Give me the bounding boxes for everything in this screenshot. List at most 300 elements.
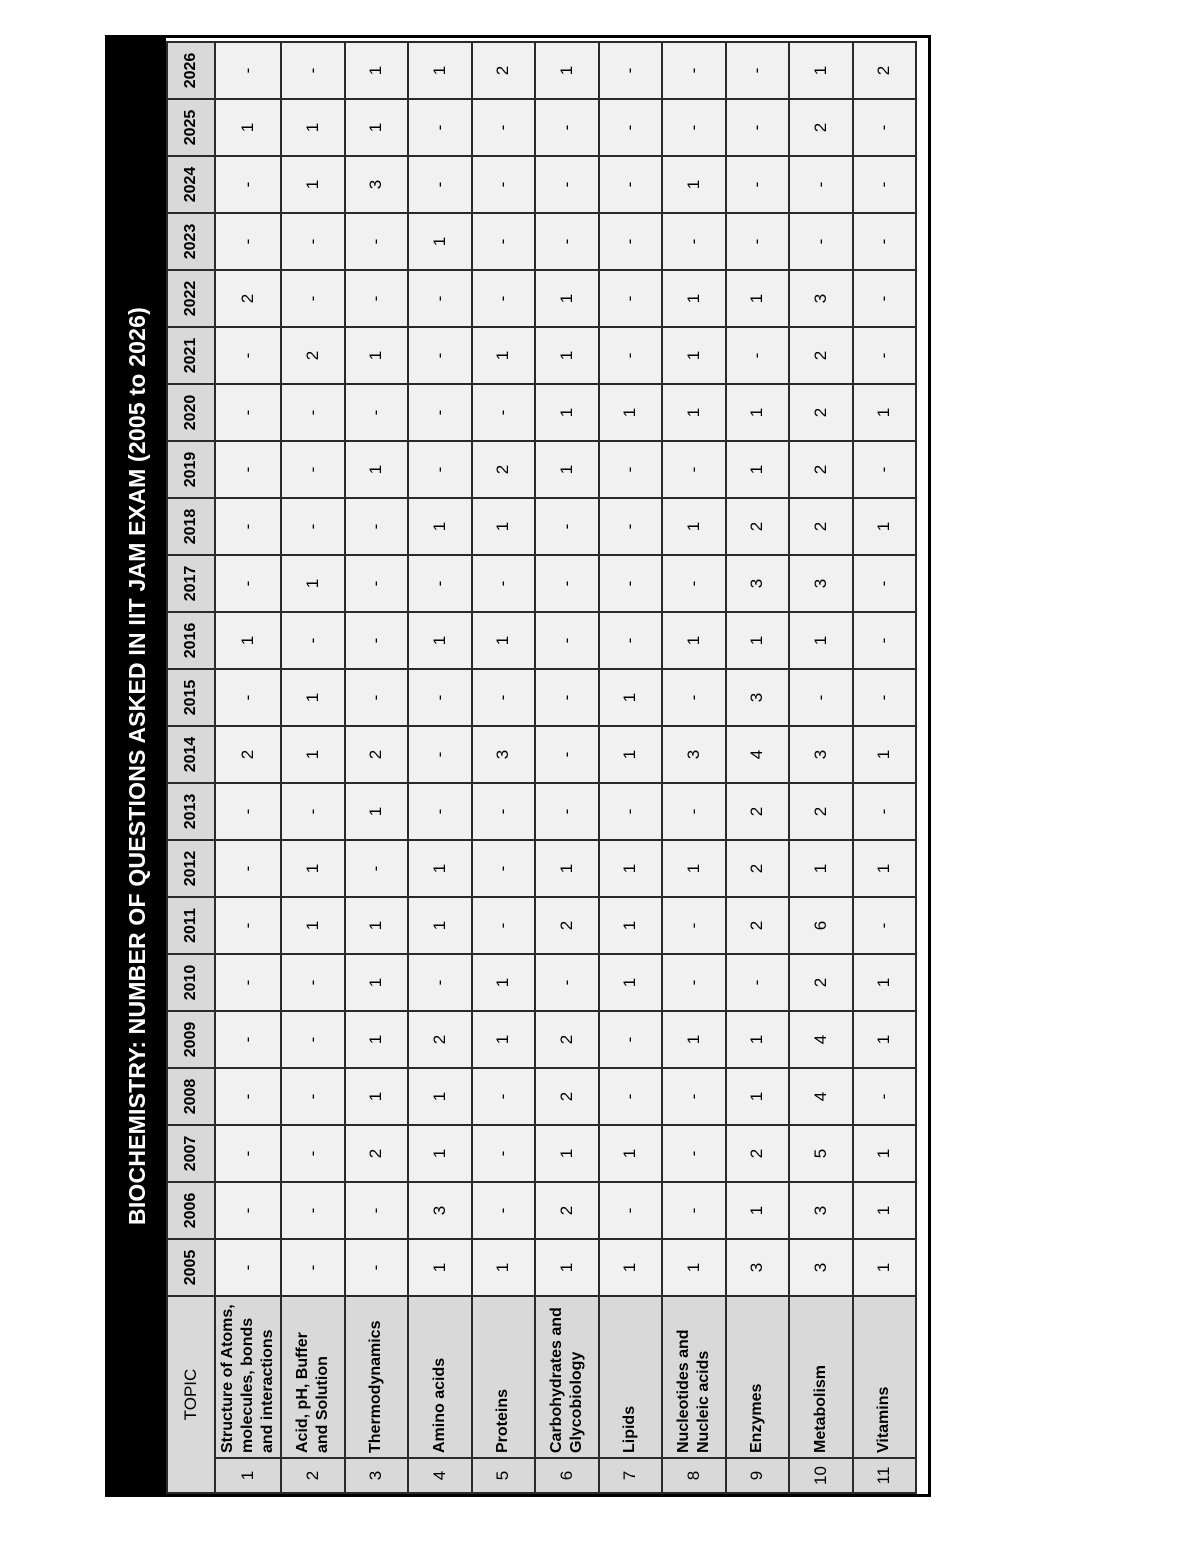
count-cell: - — [345, 555, 409, 612]
count-cell: - — [662, 42, 726, 99]
count-cell: - — [853, 99, 917, 156]
topic-cell: Metabolism — [789, 1296, 853, 1458]
count-cell: - — [853, 783, 917, 840]
count-cell: 1 — [662, 270, 726, 327]
count-cell: - — [472, 270, 536, 327]
count-cell: - — [472, 555, 536, 612]
count-cell: 1 — [535, 327, 599, 384]
count-cell: 1 — [281, 726, 345, 783]
count-cell: 2 — [535, 1182, 599, 1239]
count-cell: - — [408, 954, 472, 1011]
table-row — [662, 42, 726, 1493]
count-cell: - — [215, 897, 281, 954]
count-cell: 1 — [662, 1011, 726, 1068]
count-cell: 3 — [789, 270, 853, 327]
count-cell: - — [345, 498, 409, 555]
topic-cell: Structure of Atoms, molecules, bonds and interactions — [215, 1296, 281, 1458]
count-cell: 1 — [599, 384, 663, 441]
count-cell: 3 — [789, 555, 853, 612]
count-cell: - — [408, 783, 472, 840]
count-cell: 1 — [535, 270, 599, 327]
count-cell: - — [215, 327, 281, 384]
count-cell: - — [408, 327, 472, 384]
year-header: 2015 — [167, 669, 215, 726]
count-cell: 3 — [726, 555, 790, 612]
count-cell: - — [215, 1068, 281, 1125]
count-cell: 5 — [789, 1125, 853, 1182]
count-cell: 2 — [281, 327, 345, 384]
count-cell: 3 — [472, 726, 536, 783]
count-cell: - — [215, 213, 281, 270]
count-cell: 3 — [662, 726, 726, 783]
count-cell: 4 — [726, 726, 790, 783]
count-cell: 1 — [726, 270, 790, 327]
count-cell: 1 — [408, 1239, 472, 1296]
count-cell: - — [853, 441, 917, 498]
count-cell: 1 — [345, 441, 409, 498]
count-cell: - — [408, 441, 472, 498]
count-cell: 1 — [215, 99, 281, 156]
count-cell: 1 — [535, 42, 599, 99]
table-row — [215, 42, 281, 1493]
count-cell: 1 — [408, 897, 472, 954]
count-cell: - — [215, 1239, 281, 1296]
count-cell: - — [599, 783, 663, 840]
count-cell: 1 — [345, 1068, 409, 1125]
year-header: 2013 — [167, 783, 215, 840]
count-cell: - — [853, 270, 917, 327]
count-cell: - — [345, 384, 409, 441]
topic-cell: Nucleotides and Nucleic acids — [662, 1296, 726, 1458]
count-cell: 1 — [408, 213, 472, 270]
count-cell: 1 — [599, 897, 663, 954]
count-cell: 4 — [789, 1011, 853, 1068]
count-cell: - — [535, 783, 599, 840]
topic-cell: Lipids — [599, 1296, 663, 1458]
count-cell: - — [662, 441, 726, 498]
year-header: 2016 — [167, 612, 215, 669]
count-cell: - — [535, 213, 599, 270]
count-cell: 1 — [281, 156, 345, 213]
topic-cell: Thermodynamics — [345, 1296, 409, 1458]
count-cell: - — [599, 612, 663, 669]
count-cell: 1 — [662, 384, 726, 441]
count-cell: - — [281, 1125, 345, 1182]
count-cell: 1 — [853, 1011, 917, 1068]
count-cell: - — [472, 1125, 536, 1182]
count-cell: 1 — [599, 726, 663, 783]
year-header: 2017 — [167, 555, 215, 612]
count-cell: - — [215, 441, 281, 498]
count-cell: 1 — [662, 327, 726, 384]
count-cell: 1 — [853, 384, 917, 441]
count-cell: 3 — [726, 669, 790, 726]
count-cell: 1 — [281, 99, 345, 156]
row-number: 4 — [408, 1458, 472, 1493]
count-cell: - — [599, 441, 663, 498]
year-header: 2010 — [167, 954, 215, 1011]
year-header: 2007 — [167, 1125, 215, 1182]
count-cell: 2 — [789, 327, 853, 384]
count-cell: - — [472, 213, 536, 270]
count-cell: - — [853, 327, 917, 384]
count-cell: 1 — [281, 840, 345, 897]
count-cell: - — [662, 99, 726, 156]
count-cell: - — [408, 156, 472, 213]
count-cell: 1 — [408, 498, 472, 555]
table-row — [853, 42, 917, 1493]
count-cell: - — [472, 1068, 536, 1125]
count-cell: - — [599, 1068, 663, 1125]
count-cell: 3 — [789, 1239, 853, 1296]
count-cell: - — [215, 156, 281, 213]
count-cell: - — [789, 213, 853, 270]
count-cell: - — [345, 840, 409, 897]
row-number: 3 — [345, 1458, 409, 1493]
count-cell: 1 — [345, 99, 409, 156]
count-cell: 1 — [535, 1239, 599, 1296]
count-cell: 1 — [345, 897, 409, 954]
count-cell: - — [281, 954, 345, 1011]
count-cell: - — [853, 213, 917, 270]
count-cell: - — [599, 327, 663, 384]
count-cell: 1 — [345, 42, 409, 99]
count-cell: - — [599, 1182, 663, 1239]
count-cell: 3 — [789, 726, 853, 783]
count-cell: - — [345, 1239, 409, 1296]
count-cell: 3 — [408, 1182, 472, 1239]
row-number: 7 — [599, 1458, 663, 1493]
count-cell: 2 — [853, 42, 917, 99]
count-cell: 2 — [726, 1125, 790, 1182]
year-header: 2012 — [167, 840, 215, 897]
count-cell: 1 — [472, 327, 536, 384]
year-header: 2014 — [167, 726, 215, 783]
count-cell: 1 — [535, 1125, 599, 1182]
count-cell: 2 — [535, 897, 599, 954]
count-cell: - — [281, 441, 345, 498]
count-cell: - — [281, 270, 345, 327]
count-cell: - — [599, 1011, 663, 1068]
count-cell: 1 — [345, 1011, 409, 1068]
row-number: 5 — [472, 1458, 536, 1493]
topic-cell: Acid, pH, Buffer and Solution — [281, 1296, 345, 1458]
year-header: 2021 — [167, 327, 215, 384]
count-cell: - — [408, 669, 472, 726]
count-cell: - — [853, 555, 917, 612]
count-cell: 1 — [345, 954, 409, 1011]
topic-cell: Carbohydrates and Glycobiology — [535, 1296, 599, 1458]
count-cell: 1 — [472, 1239, 536, 1296]
count-cell: - — [281, 783, 345, 840]
count-cell: 1 — [662, 612, 726, 669]
count-cell: - — [215, 954, 281, 1011]
count-cell: - — [726, 213, 790, 270]
table-row — [789, 42, 853, 1493]
count-cell: 2 — [726, 783, 790, 840]
count-cell: - — [599, 42, 663, 99]
count-cell: - — [281, 213, 345, 270]
count-cell: 1 — [662, 498, 726, 555]
count-cell: 1 — [853, 498, 917, 555]
count-cell: - — [662, 669, 726, 726]
count-cell: 1 — [599, 954, 663, 1011]
count-cell: 4 — [789, 1068, 853, 1125]
count-cell: - — [789, 669, 853, 726]
count-cell: 1 — [726, 1182, 790, 1239]
count-cell: - — [599, 555, 663, 612]
count-cell: 2 — [726, 897, 790, 954]
count-cell: - — [789, 156, 853, 213]
count-cell: 2 — [345, 726, 409, 783]
count-cell: 1 — [853, 840, 917, 897]
count-cell: 2 — [345, 1125, 409, 1182]
table-row — [472, 42, 536, 1493]
count-cell: - — [599, 156, 663, 213]
count-cell: 1 — [408, 1068, 472, 1125]
count-cell: 1 — [662, 156, 726, 213]
count-cell: - — [535, 954, 599, 1011]
count-cell: - — [726, 327, 790, 384]
count-cell: 1 — [599, 1125, 663, 1182]
count-cell: 2 — [726, 840, 790, 897]
count-cell: 1 — [472, 1011, 536, 1068]
count-cell: 2 — [215, 726, 281, 783]
topic-header: TOPIC — [167, 1296, 215, 1493]
count-cell: - — [535, 669, 599, 726]
count-cell: 2 — [535, 1068, 599, 1125]
count-cell: 1 — [408, 840, 472, 897]
count-cell: - — [853, 669, 917, 726]
row-number: 11 — [853, 1458, 917, 1493]
year-header: 2022 — [167, 270, 215, 327]
count-cell: - — [281, 384, 345, 441]
count-cell: 1 — [662, 1239, 726, 1296]
count-cell: - — [599, 99, 663, 156]
count-cell: 1 — [726, 1011, 790, 1068]
count-cell: 1 — [726, 1068, 790, 1125]
count-cell: - — [215, 1182, 281, 1239]
count-cell: 2 — [789, 954, 853, 1011]
count-cell: 2 — [408, 1011, 472, 1068]
count-cell: - — [853, 1068, 917, 1125]
count-cell: 1 — [853, 1125, 917, 1182]
count-cell: - — [472, 897, 536, 954]
count-cell: - — [345, 270, 409, 327]
count-cell: - — [215, 555, 281, 612]
count-cell: - — [726, 156, 790, 213]
count-cell: - — [215, 1011, 281, 1068]
row-number: 8 — [662, 1458, 726, 1493]
topic-cell: Proteins — [472, 1296, 536, 1458]
count-cell: 1 — [853, 726, 917, 783]
count-cell: - — [535, 612, 599, 669]
count-cell: 1 — [853, 1239, 917, 1296]
count-cell: - — [662, 555, 726, 612]
count-cell: - — [662, 213, 726, 270]
count-cell: 1 — [726, 612, 790, 669]
count-cell: 1 — [281, 555, 345, 612]
count-cell: 1 — [408, 612, 472, 669]
count-cell: 3 — [726, 1239, 790, 1296]
count-cell: 2 — [789, 99, 853, 156]
count-cell: 2 — [472, 441, 536, 498]
count-cell: - — [472, 840, 536, 897]
year-header: 2023 — [167, 213, 215, 270]
count-cell: - — [408, 555, 472, 612]
count-cell: 2 — [726, 498, 790, 555]
year-header: 2024 — [167, 156, 215, 213]
topic-cell: Enzymes — [726, 1296, 790, 1458]
count-cell: - — [535, 99, 599, 156]
count-cell: 1 — [408, 42, 472, 99]
count-cell: - — [215, 783, 281, 840]
count-cell: 1 — [599, 840, 663, 897]
count-cell: - — [662, 1068, 726, 1125]
count-cell: - — [853, 897, 917, 954]
table-row — [726, 42, 790, 1493]
year-header: 2020 — [167, 384, 215, 441]
count-cell: - — [215, 498, 281, 555]
year-header: 2009 — [167, 1011, 215, 1068]
row-number: 10 — [789, 1458, 853, 1493]
count-cell: - — [408, 726, 472, 783]
count-cell: - — [662, 783, 726, 840]
count-cell: - — [662, 1125, 726, 1182]
count-cell: - — [726, 42, 790, 99]
count-cell: - — [599, 498, 663, 555]
rotated-table-area — [108, 38, 928, 1494]
year-header: 2018 — [167, 498, 215, 555]
count-cell: - — [853, 156, 917, 213]
count-cell: 1 — [472, 612, 536, 669]
count-cell: - — [535, 156, 599, 213]
count-cell: - — [215, 669, 281, 726]
count-cell: - — [281, 612, 345, 669]
count-cell: 1 — [345, 327, 409, 384]
count-cell: - — [215, 42, 281, 99]
row-number: 2 — [281, 1458, 345, 1493]
count-cell: - — [215, 840, 281, 897]
count-cell: 2 — [789, 498, 853, 555]
count-cell: - — [281, 1239, 345, 1296]
table-header-row — [167, 42, 215, 1493]
count-cell: - — [408, 99, 472, 156]
count-cell: - — [472, 384, 536, 441]
count-cell: 2 — [789, 384, 853, 441]
count-cell: 2 — [535, 1011, 599, 1068]
row-number: 6 — [535, 1458, 599, 1493]
count-cell: - — [345, 1182, 409, 1239]
count-cell: 1 — [599, 669, 663, 726]
count-cell: - — [281, 498, 345, 555]
count-cell: 2 — [789, 441, 853, 498]
count-cell: - — [726, 99, 790, 156]
count-cell: 1 — [853, 954, 917, 1011]
count-cell: - — [535, 498, 599, 555]
count-cell: - — [345, 213, 409, 270]
count-cell: - — [215, 384, 281, 441]
count-cell: - — [408, 384, 472, 441]
count-cell: 2 — [215, 270, 281, 327]
year-header: 2008 — [167, 1068, 215, 1125]
year-header: 2025 — [167, 99, 215, 156]
count-cell: - — [472, 99, 536, 156]
count-cell: 1 — [345, 783, 409, 840]
count-cell: 1 — [281, 897, 345, 954]
count-cell: - — [281, 42, 345, 99]
count-cell: - — [345, 669, 409, 726]
count-cell: - — [472, 1182, 536, 1239]
count-cell: 3 — [345, 156, 409, 213]
count-cell: - — [281, 1182, 345, 1239]
year-header: 2006 — [167, 1182, 215, 1239]
count-cell: - — [345, 612, 409, 669]
count-cell: 1 — [662, 840, 726, 897]
count-cell: 1 — [789, 42, 853, 99]
count-cell: - — [599, 213, 663, 270]
year-header: 2011 — [167, 897, 215, 954]
count-cell: 1 — [853, 1182, 917, 1239]
document-title: BIOCHEMISTRY: NUMBER OF QUESTIONS ASKED IN IIT JAM EXAM (2005 to 2026) — [108, 38, 166, 1494]
count-cell: - — [472, 669, 536, 726]
count-cell: 1 — [215, 612, 281, 669]
count-cell: 1 — [789, 840, 853, 897]
count-cell: 1 — [726, 441, 790, 498]
count-cell: 1 — [599, 1239, 663, 1296]
count-cell: - — [726, 954, 790, 1011]
count-cell: - — [281, 1068, 345, 1125]
count-cell: 1 — [472, 954, 536, 1011]
count-cell: - — [662, 897, 726, 954]
count-cell: - — [472, 156, 536, 213]
count-cell: - — [408, 270, 472, 327]
topic-cell: Amino acids — [408, 1296, 472, 1458]
count-cell: 1 — [472, 498, 536, 555]
count-cell: 1 — [281, 669, 345, 726]
table-row — [599, 42, 663, 1493]
count-cell: 2 — [789, 783, 853, 840]
count-cell: 3 — [789, 1182, 853, 1239]
count-cell: 1 — [726, 384, 790, 441]
count-cell: - — [472, 783, 536, 840]
table-row — [408, 42, 472, 1493]
count-cell: - — [215, 1125, 281, 1182]
count-cell: - — [535, 726, 599, 783]
count-cell: - — [662, 1182, 726, 1239]
count-cell: - — [853, 612, 917, 669]
year-header: 2019 — [167, 441, 215, 498]
count-cell: - — [281, 1011, 345, 1068]
year-header: 2026 — [167, 42, 215, 99]
count-cell: - — [662, 954, 726, 1011]
count-cell: 2 — [472, 42, 536, 99]
table-row — [535, 42, 599, 1493]
count-cell: 1 — [535, 840, 599, 897]
count-cell: 1 — [535, 441, 599, 498]
row-number: 9 — [726, 1458, 790, 1493]
questions-table — [166, 41, 917, 1494]
count-cell: - — [599, 270, 663, 327]
document-sheet — [105, 35, 931, 1497]
table-row — [345, 42, 409, 1493]
topic-cell: Vitamins — [853, 1296, 917, 1458]
count-cell: 1 — [789, 612, 853, 669]
row-number: 1 — [215, 1458, 281, 1493]
count-cell: 1 — [535, 384, 599, 441]
count-cell: - — [535, 555, 599, 612]
table-row — [281, 42, 345, 1493]
